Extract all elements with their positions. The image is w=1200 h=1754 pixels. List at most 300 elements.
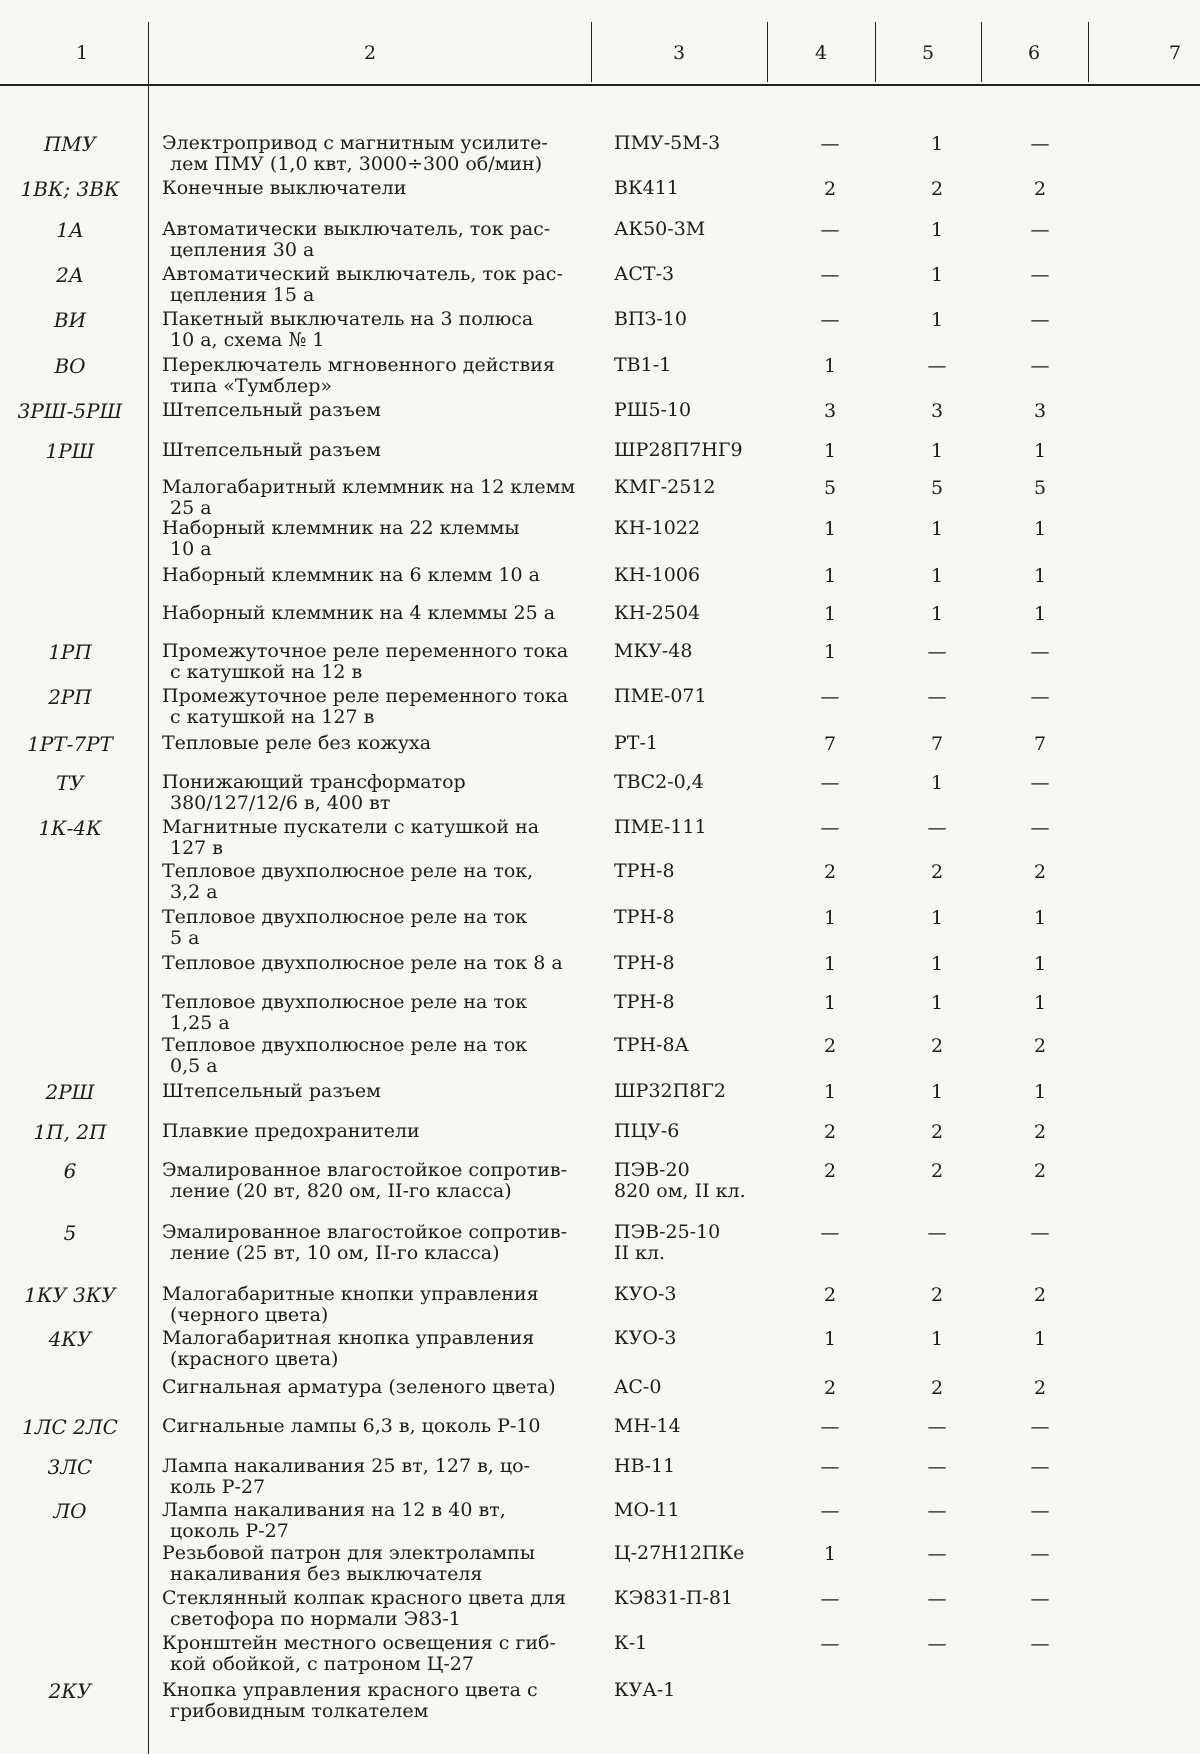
- row-description-line: Промежуточное реле переменного тока: [162, 640, 569, 662]
- row-type-line: ПЭВ-25-10: [614, 1221, 721, 1243]
- row-qty-col5: —: [927, 1500, 947, 1522]
- row-type: [614, 1416, 774, 1437]
- row-type: [614, 219, 774, 240]
- row-description: [162, 1588, 582, 1630]
- row-description-line: лем ПМУ (1,0 квт, 3000÷300 об/мин): [170, 153, 543, 175]
- row-type: [614, 1284, 774, 1305]
- row-description-line: Стеклянный колпак красного цвета для: [162, 1587, 567, 1609]
- row-type-line: ТРН-8: [614, 906, 675, 928]
- row-qty-col6: 1: [1033, 1328, 1047, 1350]
- row-description-line: 5 а: [170, 927, 200, 949]
- row-type-line: КУО-3: [614, 1327, 677, 1349]
- row-description-line: Тепловое двухполюсное реле на ток: [162, 906, 528, 928]
- row-qty-col5: 1: [930, 907, 944, 929]
- row-designation: 1А: [56, 218, 84, 242]
- row-description-line: накаливания без выключателя: [170, 1563, 483, 1585]
- row-qty-col4: 1: [823, 953, 837, 975]
- row-qty-col5: —: [927, 355, 947, 377]
- row-qty-col5: —: [927, 1222, 947, 1244]
- row-description-line: Плавкие предохранители: [162, 1120, 420, 1142]
- row-qty-col4: —: [820, 772, 840, 794]
- row-designation: ТУ: [56, 771, 84, 795]
- row-description-line: грибовидным толкателем: [170, 1700, 429, 1722]
- row-designation: 2РШ: [45, 1080, 95, 1104]
- row-description-line: Тепловое двухполюсное реле на ток 8 а: [162, 952, 563, 974]
- row-qty-col5: 1: [930, 953, 944, 975]
- row-description: [162, 772, 582, 814]
- row-qty-col5: 2: [930, 1284, 944, 1306]
- row-description: [162, 861, 582, 903]
- row-qty-col5: 2: [930, 1377, 944, 1399]
- row-designation: ВИ: [53, 308, 87, 332]
- row-type-line: ТРН-8: [614, 952, 675, 974]
- row-description-line: цепления 15 а: [170, 284, 315, 306]
- row-description: [162, 440, 582, 461]
- row-type-line: КУО-3: [614, 1283, 677, 1305]
- row-type-line: ПМЕ-111: [614, 816, 707, 838]
- row-description-line: Малогабаритный клеммник на 12 клемм: [162, 476, 576, 498]
- row-type: [614, 178, 774, 199]
- row-description: [162, 1416, 582, 1437]
- row-description: [162, 219, 582, 261]
- row-designation: 1РШ: [45, 439, 95, 463]
- row-description-line: 3,2 а: [170, 881, 218, 903]
- row-type-line: МО-11: [614, 1499, 680, 1521]
- row-description-line: коль Р-27: [170, 1476, 266, 1498]
- row-qty-col6: 2: [1033, 1160, 1047, 1182]
- row-qty-col6: 7: [1033, 733, 1047, 755]
- row-type-line: ШР32П8Г2: [614, 1080, 726, 1102]
- row-type-line: ПМУ-5М-3: [614, 132, 721, 154]
- row-qty-col5: 1: [930, 133, 944, 155]
- row-type-line: ТВ1-1: [614, 354, 672, 376]
- header-col-5: 5: [921, 42, 935, 64]
- row-description-line: Эмалированное влагостойкое сопротив-: [162, 1159, 568, 1181]
- row-type-line: КН-1022: [614, 517, 701, 539]
- row-type-line: ТРН-8: [614, 991, 675, 1013]
- row-qty-col4: 1: [823, 1328, 837, 1350]
- row-qty-col6: 2: [1033, 1284, 1047, 1306]
- row-qty-col5: —: [927, 686, 947, 708]
- row-designation: 2РП: [48, 685, 92, 709]
- row-description: [162, 565, 582, 586]
- row-qty-col4: 7: [823, 733, 837, 755]
- row-description-line: 1,25 а: [170, 1012, 230, 1034]
- row-type: [614, 1680, 774, 1701]
- row-description-line: цоколь Р-27: [170, 1520, 289, 1542]
- row-qty-col4: —: [820, 686, 840, 708]
- row-qty-col6: —: [1030, 1222, 1050, 1244]
- row-designation: ЛО: [53, 1499, 87, 1523]
- row-type: [614, 518, 774, 539]
- row-description: [162, 133, 582, 175]
- row-designation: 3ЛС: [47, 1455, 93, 1479]
- column-divider: [591, 22, 592, 82]
- row-type: [614, 1328, 774, 1349]
- row-description-line: 0,5 а: [170, 1055, 218, 1077]
- row-type: [614, 1588, 774, 1609]
- row-qty-col6: 1: [1033, 565, 1047, 587]
- column-divider: [767, 22, 768, 82]
- row-description: [162, 518, 582, 560]
- row-qty-col4: —: [820, 309, 840, 331]
- row-qty-col6: —: [1030, 1456, 1050, 1478]
- row-qty-col6: —: [1030, 1588, 1050, 1610]
- row-description: [162, 907, 582, 949]
- row-qty-col5: 1: [930, 219, 944, 241]
- row-type: [614, 817, 774, 838]
- row-description: [162, 1328, 582, 1370]
- row-description: [162, 264, 582, 306]
- row-qty-col6: 1: [1033, 1081, 1047, 1103]
- row-description-line: Пакетный выключатель на 3 полюса: [162, 308, 534, 330]
- row-type: [614, 264, 774, 285]
- row-qty-col4: —: [820, 817, 840, 839]
- column-divider: [981, 22, 982, 82]
- row-designation: ВО: [54, 354, 86, 378]
- row-qty-col4: 1: [823, 641, 837, 663]
- row-qty-col4: 1: [823, 907, 837, 929]
- row-qty-col5: 1: [930, 440, 944, 462]
- row-type-line: Ц-27Н12ПКе: [614, 1542, 745, 1564]
- row-designation: 2КУ: [48, 1679, 92, 1703]
- row-qty-col6: 3: [1033, 400, 1047, 422]
- row-type-line: РТ-1: [614, 732, 658, 754]
- row-qty-col4: 1: [823, 1081, 837, 1103]
- row-description-line: Наборный клеммник на 22 клеммы: [162, 517, 520, 539]
- row-type-line: ВК411: [614, 177, 679, 199]
- column-divider: [875, 22, 876, 82]
- row-description-line: Сигнальная арматура (зеленого цвета): [162, 1376, 556, 1398]
- header-col-6: 6: [1027, 42, 1041, 64]
- row-description-line: Тепловое двухполюсное реле на ток: [162, 991, 528, 1013]
- row-description-line: Кнопка управления красного цвета с: [162, 1679, 538, 1701]
- row-type-line: АСТ-3: [614, 263, 675, 285]
- row-designation: 6: [63, 1159, 77, 1183]
- row-type: [614, 1035, 774, 1056]
- row-qty-col4: 2: [823, 178, 837, 200]
- row-description-line: кой обойкой, с патроном Ц-27: [170, 1653, 474, 1675]
- row-qty-col5: —: [927, 1416, 947, 1438]
- row-qty-col4: 2: [823, 1377, 837, 1399]
- row-qty-col6: 1: [1033, 907, 1047, 929]
- row-qty-col6: 5: [1033, 477, 1047, 499]
- row-description: [162, 1680, 582, 1722]
- row-description: [162, 1222, 582, 1264]
- row-qty-col5: 2: [930, 1160, 944, 1182]
- row-description-line: (красного цвета): [170, 1348, 339, 1370]
- row-qty-col6: —: [1030, 133, 1050, 155]
- row-qty-col4: —: [820, 219, 840, 241]
- row-description: [162, 1284, 582, 1326]
- row-qty-col4: —: [820, 1588, 840, 1610]
- row-description-line: (черного цвета): [170, 1304, 329, 1326]
- row-description: [162, 1500, 582, 1542]
- row-qty-col6: —: [1030, 1416, 1050, 1438]
- row-type-line: ПЦУ-6: [614, 1120, 680, 1142]
- row-type-line: ТВС2-0,4: [614, 771, 704, 793]
- row-designation: 1ВК; 3ВК: [20, 177, 120, 201]
- row-type-line: КН-2504: [614, 602, 701, 624]
- row-type: [614, 1222, 774, 1264]
- row-qty-col6: 1: [1033, 953, 1047, 975]
- row-type-line: ПМЕ-071: [614, 685, 707, 707]
- row-designation: 1ЛС 2ЛС: [22, 1415, 118, 1439]
- row-description: [162, 733, 582, 754]
- row-qty-col6: —: [1030, 264, 1050, 286]
- row-description-line: Автоматический выключатель, ток рас-: [162, 263, 563, 285]
- row-description-line: Автоматически выключатель, ток рас-: [162, 218, 551, 240]
- row-qty-col5: 5: [930, 477, 944, 499]
- row-description-line: Малогабаритная кнопка управления: [162, 1327, 535, 1349]
- row-qty-col5: 1: [930, 772, 944, 794]
- row-description: [162, 1121, 582, 1142]
- row-description: [162, 477, 582, 519]
- row-description: [162, 178, 582, 199]
- row-qty-col6: —: [1030, 772, 1050, 794]
- row-qty-col5: 1: [930, 992, 944, 1014]
- row-qty-col5: —: [927, 1543, 947, 1565]
- row-description: [162, 1456, 582, 1498]
- row-qty-col6: 2: [1033, 861, 1047, 883]
- row-description-line: Штепсельный разъем: [162, 439, 381, 461]
- row-description-line: Штепсельный разъем: [162, 1080, 381, 1102]
- row-qty-col5: —: [927, 817, 947, 839]
- row-qty-col5: —: [927, 1633, 947, 1655]
- row-qty-col5: 1: [930, 565, 944, 587]
- row-description: [162, 1035, 582, 1077]
- row-designation: 1РП: [48, 640, 92, 664]
- header-rule: [0, 84, 1200, 86]
- row-description: [162, 686, 582, 728]
- row-description: [162, 1543, 582, 1585]
- row-qty-col4: 2: [823, 1284, 837, 1306]
- row-qty-col6: 2: [1033, 1035, 1047, 1057]
- row-description-line: Тепловое двухполюсное реле на ток,: [162, 860, 534, 882]
- row-qty-col4: —: [820, 1416, 840, 1438]
- row-qty-col4: 2: [823, 1035, 837, 1057]
- row-description: [162, 400, 582, 421]
- row-qty-col4: —: [820, 264, 840, 286]
- row-description-line: 127 в: [170, 837, 224, 859]
- row-type: [614, 400, 774, 421]
- row-description-line: Эмалированное влагостойкое сопротив-: [162, 1221, 568, 1243]
- row-qty-col4: 1: [823, 355, 837, 377]
- row-type: [614, 309, 774, 330]
- row-designation: 1КУ 3КУ: [24, 1283, 116, 1307]
- row-type-line: ТРН-8А: [614, 1034, 689, 1056]
- row-designation: 3РШ-5РШ: [17, 399, 123, 423]
- row-description: [162, 1081, 582, 1102]
- row-qty-col6: —: [1030, 355, 1050, 377]
- row-qty-col6: —: [1030, 1633, 1050, 1655]
- row-qty-col5: 3: [930, 400, 944, 422]
- header-col-4: 4: [814, 42, 828, 64]
- row-type: [614, 1633, 774, 1654]
- row-description-line: 10 а: [170, 538, 212, 560]
- row-type-line: ПЭВ-20: [614, 1159, 690, 1181]
- row-description-line: Тепловые реле без кожуха: [162, 732, 432, 754]
- row-type: [614, 1081, 774, 1102]
- row-description: [162, 953, 582, 974]
- row-type-line: АК50-3М: [614, 218, 706, 240]
- row-type: [614, 953, 774, 974]
- row-type-line: II кл.: [614, 1242, 666, 1264]
- row-type: [614, 565, 774, 586]
- row-qty-col4: 1: [823, 565, 837, 587]
- row-type-line: НВ-11: [614, 1455, 676, 1477]
- row-description-line: Лампа накаливания на 12 в 40 вт,: [162, 1499, 506, 1521]
- row-type-line: ТРН-8: [614, 860, 675, 882]
- row-qty-col5: 1: [930, 264, 944, 286]
- row-qty-col4: 1: [823, 1543, 837, 1565]
- row-description-line: Сигнальные лампы 6,3 в, цоколь Р-10: [162, 1415, 541, 1437]
- row-type: [614, 133, 774, 154]
- row-qty-col6: —: [1030, 1543, 1050, 1565]
- row-designation: 4КУ: [48, 1327, 92, 1351]
- row-type: [614, 1377, 774, 1398]
- row-type: [614, 1500, 774, 1521]
- row-qty-col4: —: [820, 1500, 840, 1522]
- row-description-line: Понижающий трансформатор: [162, 771, 466, 793]
- row-qty-col6: —: [1030, 817, 1050, 839]
- row-description-line: Наборный клеммник на 4 клеммы 25 а: [162, 602, 556, 624]
- row-qty-col6: 2: [1033, 1121, 1047, 1143]
- header-col-3: 3: [672, 42, 686, 64]
- column-divider: [148, 22, 149, 1754]
- row-description: [162, 309, 582, 351]
- row-qty-col4: 5: [823, 477, 837, 499]
- row-qty-col6: 1: [1033, 603, 1047, 625]
- row-type: [614, 992, 774, 1013]
- row-type: [614, 641, 774, 662]
- row-qty-col5: 7: [930, 733, 944, 755]
- row-description: [162, 992, 582, 1034]
- row-description-line: Промежуточное реле переменного тока: [162, 685, 569, 707]
- row-description: [162, 603, 582, 624]
- row-designation: 1К-4К: [38, 816, 102, 840]
- row-description-line: Резьбовой патрон для электролампы: [162, 1542, 535, 1564]
- row-description-line: типа «Тумблер»: [170, 375, 333, 397]
- row-type-line: ВПЗ-10: [614, 308, 687, 330]
- row-type: [614, 686, 774, 707]
- row-description-line: цепления 30 а: [170, 239, 315, 261]
- row-qty-col4: 1: [823, 603, 837, 625]
- row-description-line: Электропривод с магнитным усилите-: [162, 132, 548, 154]
- row-type-line: КЭ831-П-81: [614, 1587, 734, 1609]
- row-qty-col5: —: [927, 1588, 947, 1610]
- row-qty-col4: 2: [823, 1121, 837, 1143]
- row-qty-col6: 1: [1033, 440, 1047, 462]
- row-qty-col6: 2: [1033, 178, 1047, 200]
- column-divider: [1088, 22, 1089, 82]
- row-description: [162, 355, 582, 397]
- row-type: [614, 477, 774, 498]
- row-description: [162, 817, 582, 859]
- row-qty-col6: 2: [1033, 1377, 1047, 1399]
- row-qty-col6: 1: [1033, 992, 1047, 1014]
- row-qty-col5: 2: [930, 1121, 944, 1143]
- row-qty-col6: —: [1030, 219, 1050, 241]
- row-qty-col6: —: [1030, 641, 1050, 663]
- row-type: [614, 440, 774, 461]
- row-type-line: КН-1006: [614, 564, 701, 586]
- row-description-line: Малогабаритные кнопки управления: [162, 1283, 539, 1305]
- row-description-line: 25 а: [170, 497, 212, 519]
- row-type-line: РШ5-10: [614, 399, 692, 421]
- row-qty-col4: 1: [823, 518, 837, 540]
- row-type: [614, 861, 774, 882]
- row-type-line: МКУ-48: [614, 640, 693, 662]
- row-type-line: МН-14: [614, 1415, 681, 1437]
- row-description-line: Штепсельный разъем: [162, 399, 381, 421]
- row-type-line: ШР28П7НГ9: [614, 439, 743, 461]
- row-qty-col5: 2: [930, 861, 944, 883]
- row-qty-col5: 1: [930, 309, 944, 331]
- row-description-line: 380/127/12/6 в, 400 вт: [170, 792, 391, 814]
- row-description-line: Тепловое двухполюсное реле на ток: [162, 1034, 528, 1056]
- row-type: [614, 355, 774, 376]
- row-description-line: 10 а, схема № 1: [170, 329, 325, 351]
- row-qty-col6: 1: [1033, 518, 1047, 540]
- row-designation: ПМУ: [43, 132, 97, 156]
- row-type-line: КУА-1: [614, 1679, 676, 1701]
- row-qty-col5: —: [927, 641, 947, 663]
- row-designation: 5: [63, 1221, 77, 1245]
- row-description-line: Лампа накаливания 25 вт, 127 в, цо-: [162, 1455, 530, 1477]
- row-qty-col5: —: [927, 1456, 947, 1478]
- row-description-line: Наборный клеммник на 6 клемм 10 а: [162, 564, 540, 586]
- row-type-line: АС-0: [614, 1376, 662, 1398]
- row-type-line: К-1: [614, 1632, 648, 1654]
- row-type: [614, 1121, 774, 1142]
- row-description-line: светофора по нормали Э83-1: [170, 1608, 461, 1630]
- row-type: [614, 907, 774, 928]
- row-qty-col5: 1: [930, 518, 944, 540]
- row-qty-col4: 3: [823, 400, 837, 422]
- row-qty-col4: —: [820, 1222, 840, 1244]
- header-col-2: 2: [363, 42, 377, 64]
- row-description-line: Кронштейн местного освещения с гиб-: [162, 1632, 556, 1654]
- header-col-1: 1: [75, 42, 89, 64]
- header-col-7: 7: [1168, 42, 1182, 64]
- row-qty-col5: 1: [930, 1328, 944, 1350]
- row-type: [614, 733, 774, 754]
- row-qty-col4: 2: [823, 861, 837, 883]
- row-description-line: Магнитные пускатели с катушкой на: [162, 816, 540, 838]
- row-qty-col4: —: [820, 133, 840, 155]
- row-qty-col5: 1: [930, 603, 944, 625]
- row-description-line: ление (25 вт, 10 ом, II-го класса): [170, 1242, 500, 1264]
- row-qty-col6: —: [1030, 309, 1050, 331]
- row-type: [614, 1456, 774, 1477]
- row-description-line: Конечные выключатели: [162, 177, 407, 199]
- row-description: [162, 1377, 582, 1398]
- row-qty-col4: —: [820, 1456, 840, 1478]
- row-description: [162, 1633, 582, 1675]
- row-description: [162, 1160, 582, 1202]
- row-qty-col5: 1: [930, 1081, 944, 1103]
- row-qty-col4: —: [820, 1633, 840, 1655]
- row-type: [614, 603, 774, 624]
- row-description: [162, 641, 582, 683]
- row-description-line: ление (20 вт, 820 ом, II-го класса): [170, 1180, 512, 1202]
- row-qty-col6: —: [1030, 686, 1050, 708]
- row-designation: 1П, 2П: [33, 1120, 107, 1144]
- row-qty-col4: 1: [823, 440, 837, 462]
- row-designation: 2А: [56, 263, 84, 287]
- row-description-line: Переключатель мгновенного действия: [162, 354, 555, 376]
